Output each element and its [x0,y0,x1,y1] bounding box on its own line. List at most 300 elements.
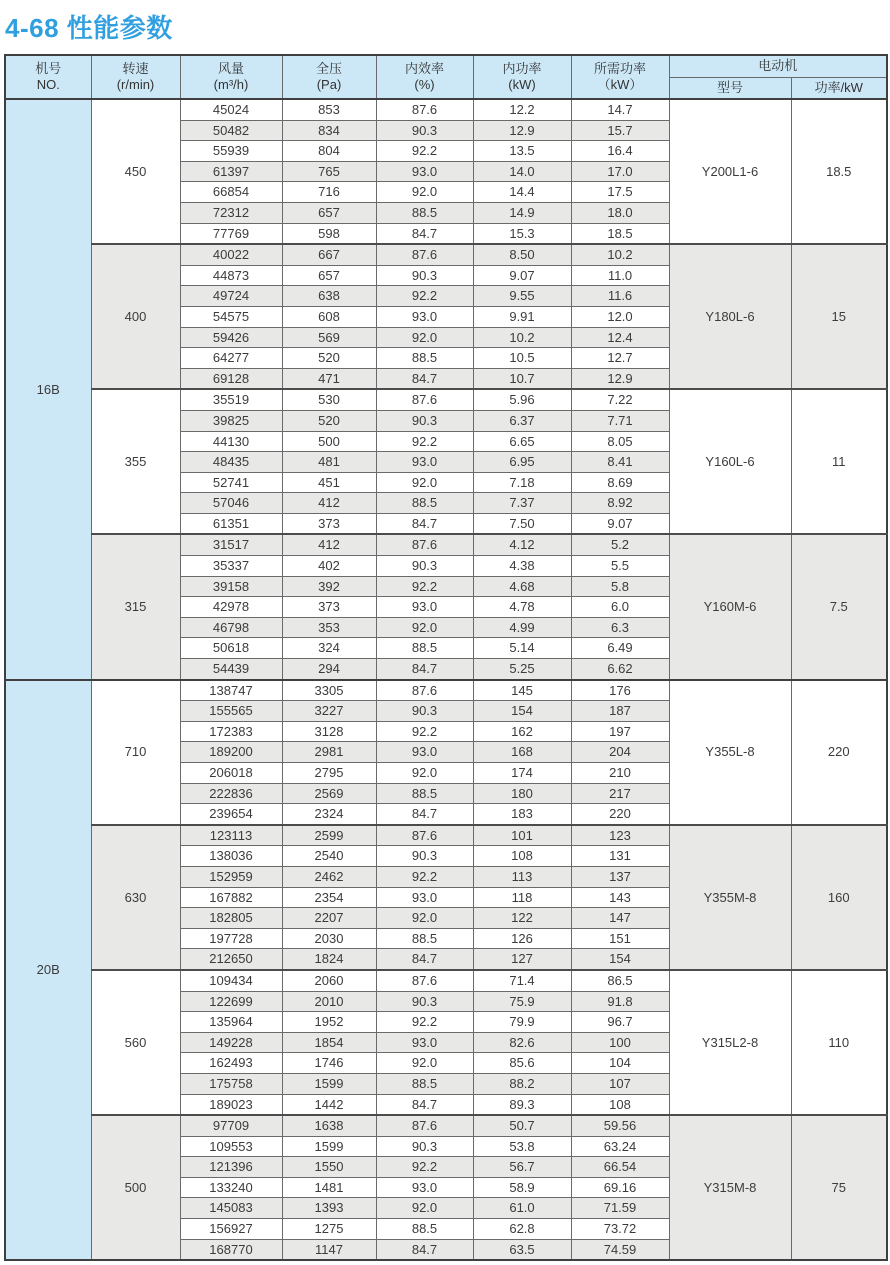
cell-machine-no: 20B [5,680,91,1261]
cell-internal-power: 168 [473,742,571,763]
header-pressure-line1: 全压 [315,60,342,76]
cell-speed: 630 [91,825,180,970]
cell-required-power: 210 [571,763,669,784]
cell-required-power: 71.59 [571,1198,669,1219]
cell-internal-power: 7.18 [473,472,571,493]
header-machine-no-line2: NO. [36,77,60,92]
cell-motor-power: 18.5 [791,99,887,244]
cell-motor-model: Y355L-8 [669,680,791,825]
header-internal-power [473,55,571,99]
cell-flow: 123113 [180,825,282,846]
cell-required-power: 66.54 [571,1157,669,1178]
header-speed-line2: (r/min) [116,77,155,92]
cell-required-power: 12.9 [571,368,669,389]
cell-motor-model: Y315L2-8 [669,970,791,1115]
cell-pressure: 1746 [282,1053,376,1074]
cell-internal-power: 6.95 [473,452,571,473]
cell-pressure: 324 [282,638,376,659]
cell-flow: 61351 [180,513,282,534]
cell-efficiency: 93.0 [376,887,473,908]
cell-flow: 46798 [180,617,282,638]
cell-flow: 135964 [180,1012,282,1033]
cell-internal-power: 62.8 [473,1219,571,1240]
cell-internal-power: 4.78 [473,597,571,618]
cell-pressure: 638 [282,286,376,307]
cell-internal-power: 6.65 [473,431,571,452]
cell-motor-power: 220 [791,680,887,825]
cell-pressure: 500 [282,431,376,452]
cell-pressure: 804 [282,141,376,162]
cell-flow: 55939 [180,141,282,162]
cell-flow: 138747 [180,680,282,701]
cell-required-power: 16.4 [571,141,669,162]
cell-pressure: 2981 [282,742,376,763]
cell-pressure: 1550 [282,1157,376,1178]
header-machine-no [5,55,91,99]
cell-efficiency: 87.6 [376,534,473,555]
cell-pressure: 3305 [282,680,376,701]
cell-internal-power: 14.9 [473,202,571,223]
cell-efficiency: 88.5 [376,638,473,659]
cell-efficiency: 92.0 [376,182,473,203]
cell-required-power: 11.0 [571,265,669,286]
cell-pressure: 1481 [282,1177,376,1198]
cell-efficiency: 84.7 [376,368,473,389]
table-body [5,99,887,1260]
cell-pressure: 294 [282,659,376,680]
cell-internal-power: 71.4 [473,970,571,991]
cell-pressure: 834 [282,120,376,141]
cell-motor-model: Y180L-6 [669,244,791,389]
cell-internal-power: 9.91 [473,306,571,327]
cell-internal-power: 56.7 [473,1157,571,1178]
cell-pressure: 2599 [282,825,376,846]
cell-pressure: 520 [282,410,376,431]
cell-required-power: 12.4 [571,327,669,348]
header-speed-line1: 转速 [122,60,149,76]
cell-internal-power: 113 [473,866,571,887]
cell-internal-power: 6.37 [473,410,571,431]
cell-motor-model: Y355M-8 [669,825,791,970]
cell-internal-power: 183 [473,804,571,825]
cell-efficiency: 93.0 [376,742,473,763]
cell-flow: 57046 [180,493,282,514]
cell-internal-power: 5.25 [473,659,571,680]
performance-table [4,54,888,1261]
cell-efficiency: 92.0 [376,1198,473,1219]
table-row [5,970,887,991]
cell-pressure: 716 [282,182,376,203]
cell-internal-power: 89.3 [473,1094,571,1115]
cell-internal-power: 10.7 [473,368,571,389]
cell-internal-power: 174 [473,763,571,784]
cell-pressure: 373 [282,513,376,534]
cell-pressure: 657 [282,202,376,223]
header-required-power [571,55,669,99]
cell-pressure: 392 [282,576,376,597]
cell-internal-power: 5.14 [473,638,571,659]
cell-required-power: 9.07 [571,513,669,534]
cell-efficiency: 87.6 [376,1115,473,1136]
cell-efficiency: 92.0 [376,617,473,638]
cell-efficiency: 84.7 [376,513,473,534]
cell-flow: 52741 [180,472,282,493]
header-flow-line2: (m³/h) [213,77,249,92]
cell-flow: 50618 [180,638,282,659]
cell-efficiency: 92.2 [376,431,473,452]
cell-pressure: 2207 [282,908,376,929]
table-header [5,55,887,99]
cell-internal-power: 13.5 [473,141,571,162]
cell-pressure: 471 [282,368,376,389]
cell-pressure: 569 [282,327,376,348]
cell-internal-power: 154 [473,701,571,722]
cell-required-power: 107 [571,1073,669,1094]
table-row [5,99,887,120]
cell-internal-power: 12.9 [473,120,571,141]
cell-required-power: 6.62 [571,659,669,680]
cell-efficiency: 90.3 [376,556,473,577]
cell-flow: 54439 [180,659,282,680]
cell-internal-power: 145 [473,680,571,701]
cell-flow: 133240 [180,1177,282,1198]
cell-required-power: 8.69 [571,472,669,493]
cell-efficiency: 88.5 [376,348,473,369]
cell-pressure: 451 [282,472,376,493]
cell-speed: 400 [91,244,180,389]
cell-efficiency: 92.0 [376,472,473,493]
cell-internal-power: 8.50 [473,244,571,265]
cell-efficiency: 93.0 [376,161,473,182]
cell-required-power: 73.72 [571,1219,669,1240]
cell-efficiency: 90.3 [376,265,473,286]
cell-pressure: 2569 [282,783,376,804]
cell-efficiency: 87.6 [376,680,473,701]
cell-required-power: 5.2 [571,534,669,555]
cell-motor-power: 7.5 [791,534,887,679]
cell-flow: 59426 [180,327,282,348]
cell-flow: 72312 [180,202,282,223]
cell-required-power: 5.5 [571,556,669,577]
cell-internal-power: 9.55 [473,286,571,307]
table-row [5,389,887,410]
cell-flow: 172383 [180,721,282,742]
cell-flow: 49724 [180,286,282,307]
header-pressure [282,55,376,99]
cell-internal-power: 50.7 [473,1115,571,1136]
cell-efficiency: 92.2 [376,141,473,162]
cell-flow: 61397 [180,161,282,182]
cell-required-power: 137 [571,866,669,887]
cell-required-power: 7.71 [571,410,669,431]
cell-motor-power: 160 [791,825,887,970]
cell-pressure: 2795 [282,763,376,784]
cell-flow: 109553 [180,1136,282,1157]
header-motor-power: 功率/kW [791,77,887,99]
cell-required-power: 6.0 [571,597,669,618]
cell-required-power: 14.7 [571,99,669,120]
cell-pressure: 2030 [282,928,376,949]
cell-required-power: 8.92 [571,493,669,514]
cell-efficiency: 84.7 [376,1094,473,1115]
cell-internal-power: 58.9 [473,1177,571,1198]
cell-efficiency: 92.2 [376,1012,473,1033]
cell-efficiency: 92.0 [376,763,473,784]
cell-required-power: 7.22 [571,389,669,410]
header-required-power-line1: 所需功率 [593,60,646,76]
cell-efficiency: 87.6 [376,970,473,991]
cell-flow: 40022 [180,244,282,265]
cell-efficiency: 90.3 [376,120,473,141]
cell-pressure: 1952 [282,1012,376,1033]
cell-required-power: 6.3 [571,617,669,638]
cell-pressure: 520 [282,348,376,369]
cell-flow: 138036 [180,846,282,867]
cell-required-power: 12.7 [571,348,669,369]
cell-required-power: 12.0 [571,306,669,327]
cell-efficiency: 84.7 [376,659,473,680]
cell-required-power: 151 [571,928,669,949]
cell-flow: 66854 [180,182,282,203]
cell-speed: 710 [91,680,180,825]
cell-required-power: 204 [571,742,669,763]
cell-required-power: 18.0 [571,202,669,223]
cell-internal-power: 75.9 [473,991,571,1012]
cell-internal-power: 15.3 [473,223,571,244]
cell-efficiency: 84.7 [376,804,473,825]
cell-efficiency: 90.3 [376,410,473,431]
cell-required-power: 187 [571,701,669,722]
cell-flow: 152959 [180,866,282,887]
cell-internal-power: 53.8 [473,1136,571,1157]
cell-required-power: 11.6 [571,286,669,307]
cell-speed: 560 [91,970,180,1115]
header-internal-power-line2: (kW) [508,77,536,92]
cell-pressure: 2540 [282,846,376,867]
cell-pressure: 657 [282,265,376,286]
cell-efficiency: 93.0 [376,452,473,473]
cell-internal-power: 4.99 [473,617,571,638]
cell-flow: 222836 [180,783,282,804]
cell-flow: 239654 [180,804,282,825]
cell-motor-power: 110 [791,970,887,1115]
cell-pressure: 1854 [282,1032,376,1053]
header-required-power-line2: （kW） [597,77,643,92]
cell-efficiency: 84.7 [376,223,473,244]
cell-pressure: 765 [282,161,376,182]
cell-efficiency: 87.6 [376,244,473,265]
cell-internal-power: 88.2 [473,1073,571,1094]
cell-internal-power: 101 [473,825,571,846]
cell-flow: 149228 [180,1032,282,1053]
cell-flow: 69128 [180,368,282,389]
cell-efficiency: 92.2 [376,866,473,887]
cell-motor-model: Y200L1-6 [669,99,791,244]
cell-required-power: 143 [571,887,669,908]
cell-pressure: 3227 [282,701,376,722]
cell-flow: 77769 [180,223,282,244]
header-motor-model: 型号 [669,77,791,99]
cell-speed: 315 [91,534,180,679]
cell-flow: 54575 [180,306,282,327]
cell-internal-power: 10.5 [473,348,571,369]
cell-pressure: 853 [282,99,376,120]
cell-required-power: 63.24 [571,1136,669,1157]
cell-efficiency: 84.7 [376,1239,473,1260]
cell-required-power: 104 [571,1053,669,1074]
cell-required-power: 17.0 [571,161,669,182]
cell-machine-no: 16B [5,99,91,680]
cell-internal-power: 14.0 [473,161,571,182]
cell-motor-power: 75 [791,1115,887,1260]
cell-required-power: 8.41 [571,452,669,473]
cell-efficiency: 93.0 [376,597,473,618]
cell-internal-power: 7.37 [473,493,571,514]
cell-internal-power: 7.50 [473,513,571,534]
cell-motor-model: Y315M-8 [669,1115,791,1260]
cell-pressure: 1824 [282,949,376,970]
header-efficiency [376,55,473,99]
cell-flow: 109434 [180,970,282,991]
cell-internal-power: 63.5 [473,1239,571,1260]
table-row [5,534,887,555]
cell-pressure: 353 [282,617,376,638]
cell-efficiency: 92.0 [376,327,473,348]
cell-internal-power: 14.4 [473,182,571,203]
cell-flow: 44873 [180,265,282,286]
cell-flow: 64277 [180,348,282,369]
cell-flow: 175758 [180,1073,282,1094]
cell-pressure: 1599 [282,1136,376,1157]
header-pressure-line2: (Pa) [316,77,342,92]
cell-internal-power: 118 [473,887,571,908]
cell-required-power: 96.7 [571,1012,669,1033]
cell-pressure: 1599 [282,1073,376,1094]
cell-efficiency: 87.6 [376,389,473,410]
header-efficiency-line1: 内效率 [404,60,444,76]
cell-required-power: 197 [571,721,669,742]
cell-flow: 122699 [180,991,282,1012]
cell-efficiency: 88.5 [376,1219,473,1240]
cell-flow: 156927 [180,1219,282,1240]
cell-required-power: 18.5 [571,223,669,244]
cell-pressure: 1638 [282,1115,376,1136]
cell-pressure: 412 [282,534,376,555]
cell-pressure: 2354 [282,887,376,908]
cell-pressure: 598 [282,223,376,244]
cell-internal-power: 85.6 [473,1053,571,1074]
cell-efficiency: 92.0 [376,1053,473,1074]
cell-pressure: 373 [282,597,376,618]
cell-required-power: 74.59 [571,1239,669,1260]
cell-flow: 155565 [180,701,282,722]
cell-pressure: 2060 [282,970,376,991]
cell-flow: 35519 [180,389,282,410]
cell-required-power: 10.2 [571,244,669,265]
cell-motor-model: Y160L-6 [669,389,791,534]
cell-flow: 97709 [180,1115,282,1136]
cell-efficiency: 90.3 [376,701,473,722]
cell-flow: 50482 [180,120,282,141]
cell-required-power: 100 [571,1032,669,1053]
cell-required-power: 6.49 [571,638,669,659]
header-efficiency-line2: (%) [414,77,435,92]
cell-pressure: 1147 [282,1239,376,1260]
cell-flow: 39825 [180,410,282,431]
cell-pressure: 481 [282,452,376,473]
cell-required-power: 220 [571,804,669,825]
cell-internal-power: 4.68 [473,576,571,597]
cell-internal-power: 4.38 [473,556,571,577]
cell-required-power: 154 [571,949,669,970]
cell-internal-power: 79.9 [473,1012,571,1033]
cell-efficiency: 88.5 [376,493,473,514]
cell-flow: 145083 [180,1198,282,1219]
cell-internal-power: 61.0 [473,1198,571,1219]
cell-required-power: 86.5 [571,970,669,991]
cell-efficiency: 92.2 [376,576,473,597]
header-flow [180,55,282,99]
cell-required-power: 176 [571,680,669,701]
cell-flow: 31517 [180,534,282,555]
header-machine-no-line1: 机号 [35,60,62,76]
table-row [5,1115,887,1136]
cell-flow: 182805 [180,908,282,929]
cell-efficiency: 87.6 [376,99,473,120]
cell-flow: 189200 [180,742,282,763]
cell-efficiency: 90.3 [376,1136,473,1157]
cell-required-power: 8.05 [571,431,669,452]
cell-efficiency: 88.5 [376,928,473,949]
cell-flow: 197728 [180,928,282,949]
cell-pressure: 608 [282,306,376,327]
cell-efficiency: 92.2 [376,721,473,742]
cell-motor-power: 11 [791,389,887,534]
cell-pressure: 402 [282,556,376,577]
cell-speed: 355 [91,389,180,534]
cell-required-power: 217 [571,783,669,804]
cell-internal-power: 4.12 [473,534,571,555]
cell-pressure: 530 [282,389,376,410]
cell-required-power: 123 [571,825,669,846]
cell-pressure: 1275 [282,1219,376,1240]
cell-flow: 162493 [180,1053,282,1074]
cell-required-power: 17.5 [571,182,669,203]
cell-flow: 45024 [180,99,282,120]
header-speed [91,55,180,99]
cell-efficiency: 93.0 [376,1177,473,1198]
cell-efficiency: 90.3 [376,846,473,867]
cell-internal-power: 12.2 [473,99,571,120]
cell-required-power: 59.56 [571,1115,669,1136]
cell-motor-model: Y160M-6 [669,534,791,679]
cell-flow: 39158 [180,576,282,597]
cell-efficiency: 84.7 [376,949,473,970]
cell-pressure: 3128 [282,721,376,742]
header-motor: 电动机 [669,55,887,77]
cell-internal-power: 162 [473,721,571,742]
cell-efficiency: 90.3 [376,991,473,1012]
cell-speed: 500 [91,1115,180,1260]
cell-internal-power: 5.96 [473,389,571,410]
cell-flow: 121396 [180,1157,282,1178]
cell-required-power: 131 [571,846,669,867]
cell-internal-power: 82.6 [473,1032,571,1053]
cell-efficiency: 88.5 [376,783,473,804]
cell-required-power: 15.7 [571,120,669,141]
cell-efficiency: 88.5 [376,202,473,223]
cell-pressure: 412 [282,493,376,514]
